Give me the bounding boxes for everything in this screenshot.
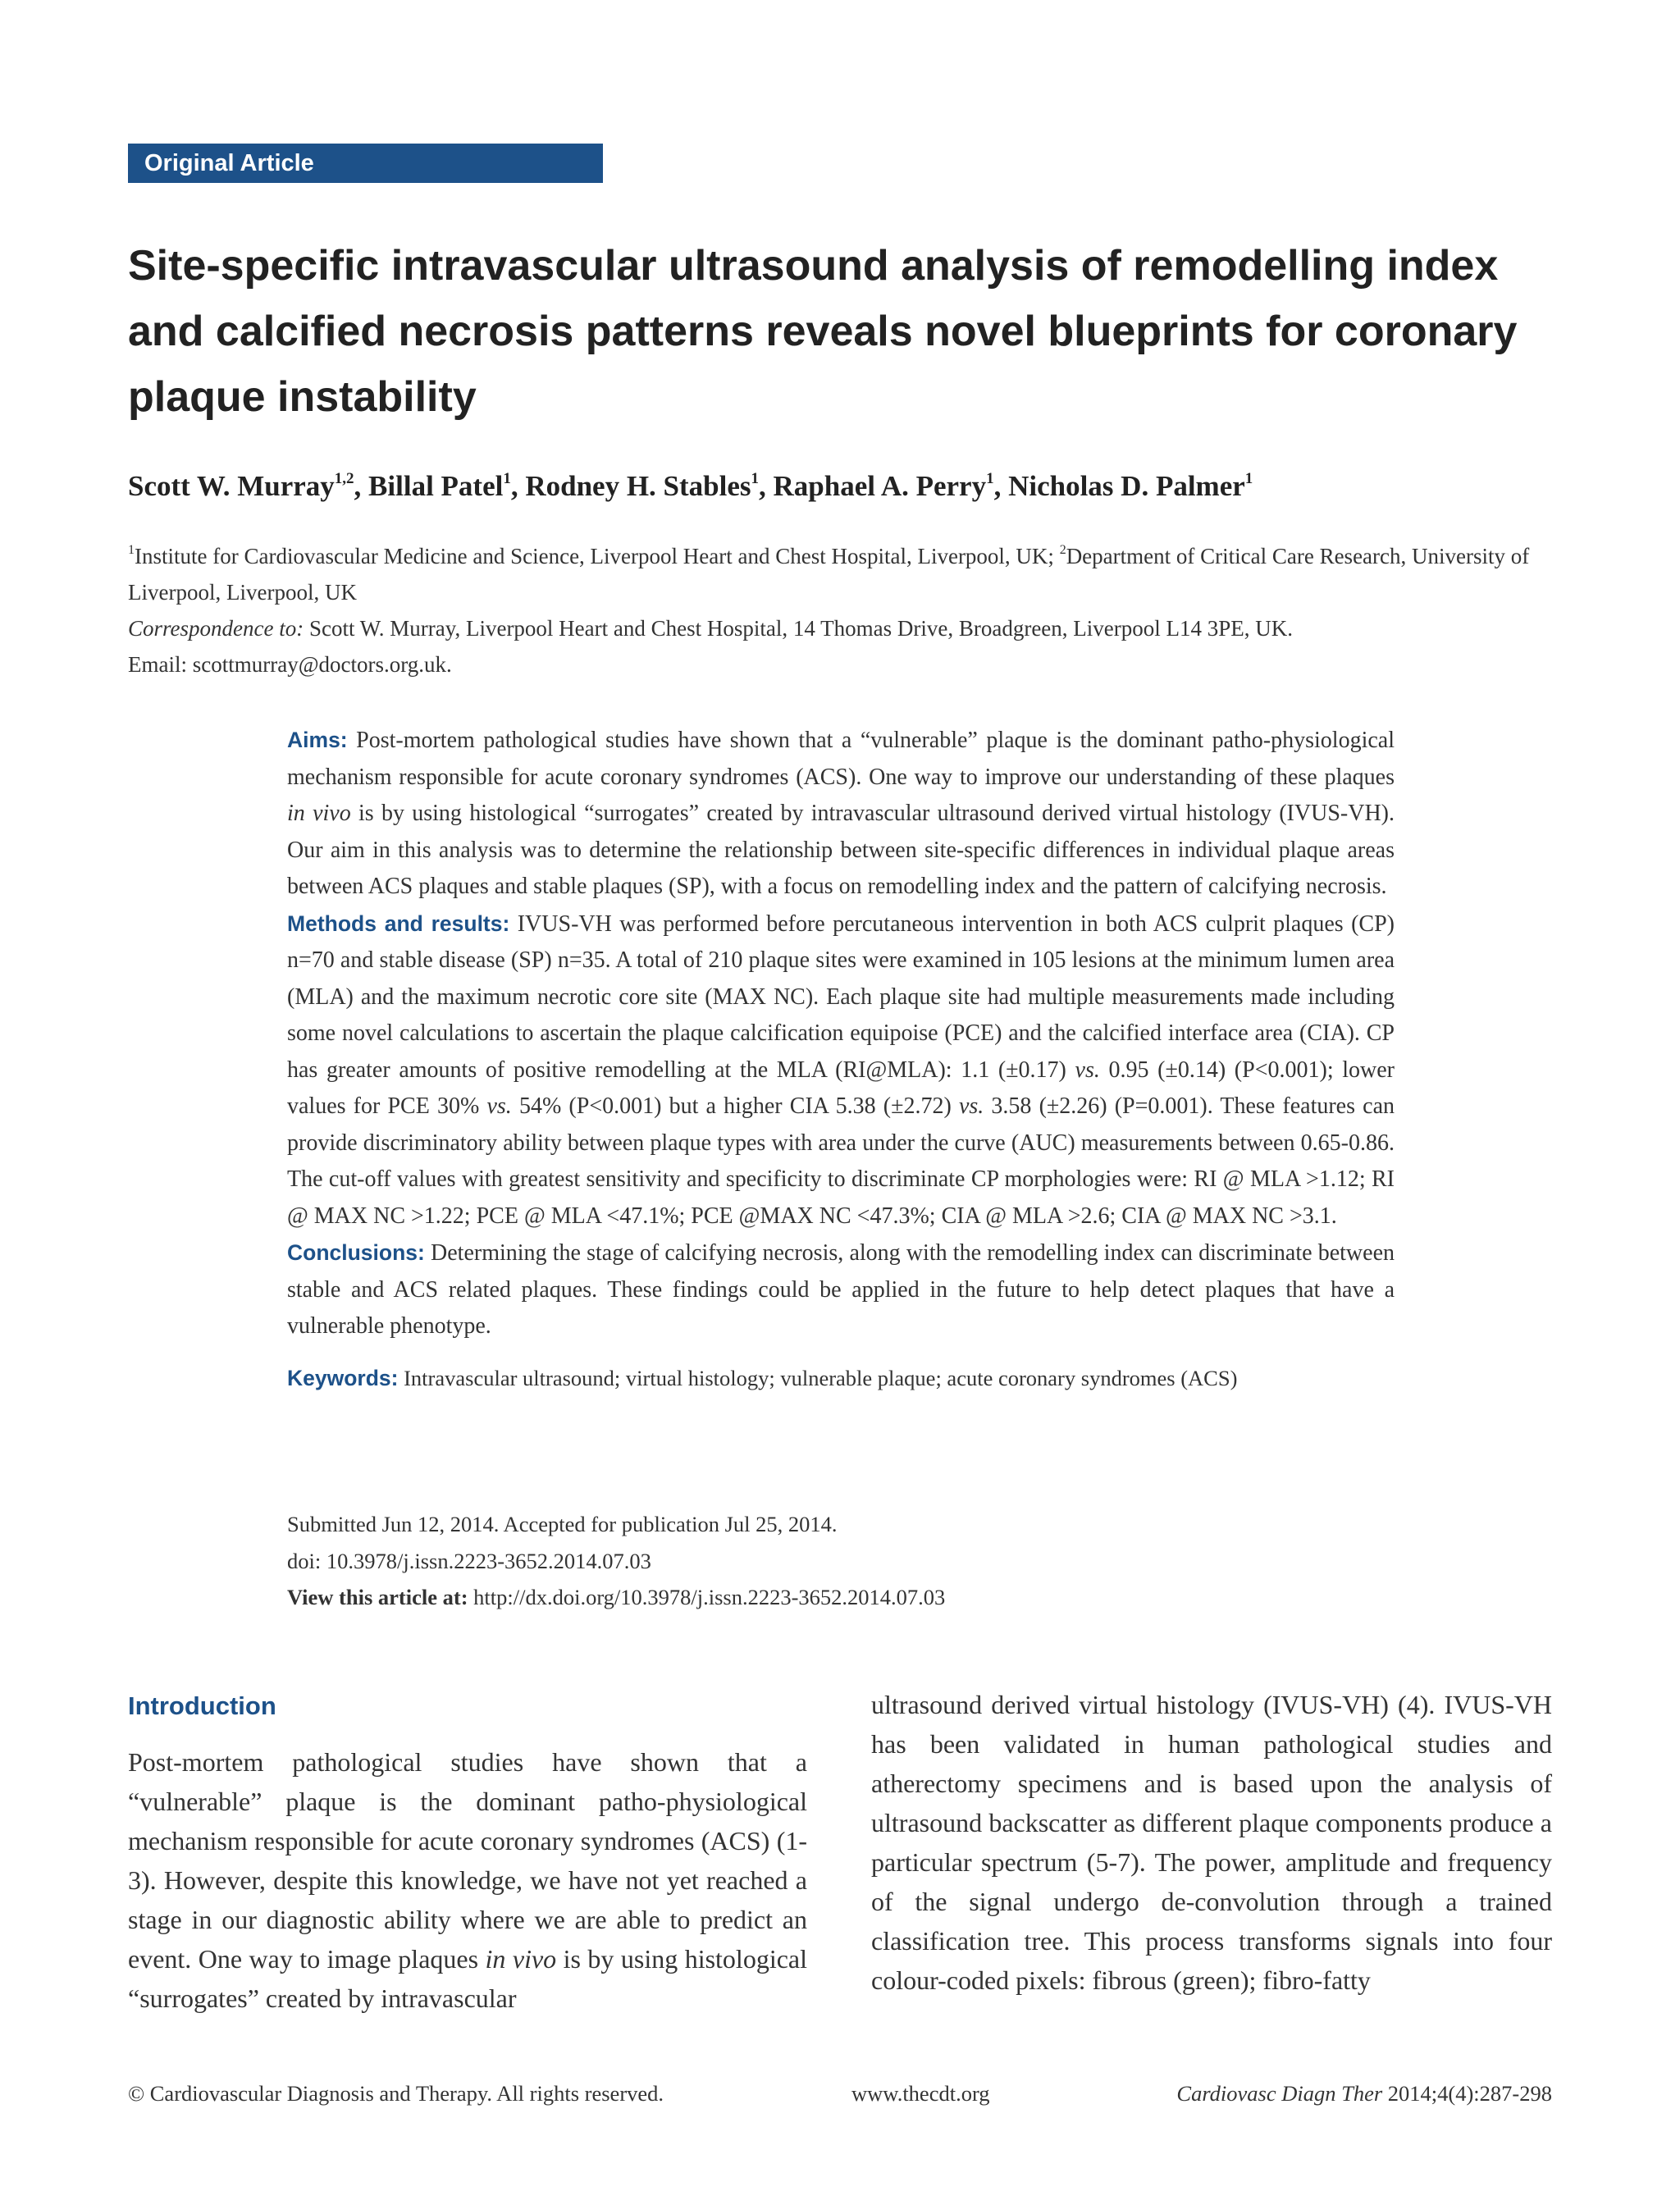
aims-text: Post-mortem pathological studies have shown that a “vulnerable” plaque is the dominant patho-physiological mechanism responsible for acute coronary syndromes (ACS). One way to improve our understanding of these plaques (287, 728, 1395, 790)
correspondence-address: Scott W. Murray, Liverpool Heart and Chest Hospital, 14 Thomas Drive, Broadgreen, Liverpool L14 3PE, UK. (304, 616, 1294, 641)
abstract-methods (287, 906, 1395, 1235)
author-list: Scott W. Murray$^{1,2}$, Billal Patel$^1$, Rodney H. Stables$^1$, Raphael A. Perry$^1$, Nicholas D. Palmer$^1$ (128, 470, 1253, 502)
footer-copyright: © Cardiovascular Diagnosis and Therapy. All rights reserved. (128, 2081, 664, 2106)
aims-italic: in vivo (287, 801, 351, 826)
affiliation-marker: 1 (128, 543, 135, 557)
aims-heading: Aims: (287, 728, 348, 752)
methods-vs: vs. (958, 1093, 984, 1119)
doi: doi: 10.3978/j.issn.2223-3652.2014.07.03 (287, 1548, 651, 1573)
footer-website[interactable]: www.thecdt.org (851, 2081, 990, 2106)
correspondence-line (128, 610, 1555, 646)
methods-text: 54% (P<0.001) but a higher CIA 5.38 (±2.72) (511, 1093, 959, 1119)
correspondence-label: Correspondence to: (128, 616, 304, 641)
article-link-label: View this article at: (287, 1585, 468, 1609)
introduction-italic: in vivo (485, 1944, 557, 1974)
methods-text: 3.58 (±2.26) (P=0.001). These features can provide discriminatory ability between plaque types with area under the curve (AUC) measurements between 0.65-0.86. The cut-off values with greatest sensitivity and specificity to discriminate CP morphologies were: RI @ MLA >1.12; RI @ MAX NC >1.22; PCE @ MLA <47.1%; PCE @MAX NC <47.3%; CIA @ MLA >2.6; CIA @ MAX NC >3.1. (287, 1093, 1395, 1229)
footer-citation (1176, 2075, 1552, 2111)
conclusions-text: Determining the stage of calcifying necrosis, along with the remodelling index can discriminate between stable and ACS related plaques. These findings could be applied in the future to help detect plaques that have a vulnerable phenotype. (287, 1240, 1395, 1339)
author-name: Rodney H. Stables (525, 470, 751, 502)
article-title: Site-specific intravascular ultrasound analysis of remodelling index and calcified necrosis patterns reveals novel blueprints for coronary plaque instability (128, 242, 1518, 421)
citation-details: 2014;4(4):287-298 (1382, 2081, 1552, 2106)
methods-vs: vs. (486, 1093, 512, 1119)
abstract-conclusions (287, 1235, 1395, 1345)
page-footer (128, 2075, 1552, 2111)
article-link[interactable]: http://dx.doi.org/10.3978/j.issn.2223-3652.2014.07.03 (468, 1585, 946, 1609)
author-affiliation-marker: 1 (986, 470, 994, 487)
introduction-paragraph (128, 1742, 807, 2018)
author-affiliation-marker: 1 (1244, 470, 1253, 487)
abstract-aims (287, 722, 1395, 906)
author-name: Billal Patel (368, 470, 504, 502)
submission-dates: Submitted Jun 12, 2014. Accepted for publication Jul 25, 2014. (287, 1512, 838, 1536)
introduction-text: Post-mortem pathological studies have shown that a “vulnerable” plaque is the dominant patho-physiological mechanism responsible for acute coronary syndromes (ACS) (1-3). However, despite this knowledge, we have not yet reached a stage in our diagnostic ability where we are able to predict an event. One way to image plaques (128, 1747, 807, 1974)
body-column-right (871, 1685, 1552, 2000)
affiliation-2: Department of Critical Care Research, University of Liverpool, Liverpool, UK (128, 544, 1530, 605)
abstract (287, 722, 1395, 1396)
article-type-label: Original Article (144, 150, 314, 176)
methods-text: IVUS-VH was performed before percutaneous intervention in both ACS culprit plaques (CP) n=70 and stable disease (SP) n=35. A total of 210 plaque sites were examined in 105 lesions at the minimum lumen area (MLA) and the maximum necrotic core site (MAX NC). Each plaque site had multiple measurements made including some novel calculations to ascertain the plaque calcification equipoise (PCE) and the calcified interface area (CIA). CP has greater amounts of positive remodelling at the MLA (RI@MLA): 1.1 (±0.17) (287, 911, 1395, 1083)
author-name: Raphael A. Perry (773, 470, 987, 502)
conclusions-heading: Conclusions: (287, 1240, 425, 1265)
methods-text: 0.95 (±0.14) (P<0.001); lower values for PCE 30% (287, 1057, 1395, 1119)
introduction-heading: Introduction (128, 1691, 276, 1720)
methods-heading: Methods and results: (287, 911, 510, 936)
body-column-left (128, 1685, 807, 2018)
methods-vs: vs. (1075, 1057, 1100, 1083)
author-affiliation-marker: 1,2 (334, 470, 354, 487)
journal-name: Cardiovasc Diagn Ther (1176, 2081, 1383, 2106)
author-name: Nicholas D. Palmer (1008, 470, 1245, 502)
article-type-banner (128, 144, 603, 183)
aims-text: is by using histological “surrogates” created by intravascular ultrasound derived virtual histology (IVUS-VH). Our aim in this analysis was to determine the relationship between site-specific differences in individual plaque areas between ACS plaques and stable plaques (SP), with a focus on remodelling index and the pattern of calcifying necrosis. (287, 801, 1395, 899)
author-name: Scott W. Murray (128, 470, 335, 502)
affiliation-lines (128, 538, 1555, 610)
keywords-heading: Keywords: (287, 1365, 399, 1390)
affiliation-marker: 2 (1059, 543, 1066, 557)
submission-info (287, 1506, 1395, 1616)
introduction-text: is by using histological “surrogates” created by intravascular (128, 1944, 808, 2013)
keywords (287, 1360, 1395, 1397)
affiliations-block (128, 538, 1555, 682)
author-affiliation-marker: 1 (503, 470, 511, 487)
keywords-text: Intravascular ultrasound; virtual histology; vulnerable plaque; acute coronary syndromes (ACS) (398, 1365, 1238, 1390)
article-link-line (287, 1579, 1395, 1616)
introduction-paragraph-continued: ultrasound derived virtual histology (IVUS-VH) (4). IVUS-VH has been validated in human pathological studies and atherectomy specimens and is based upon the analysis of ultrasound backscatter as different plaque components produce a particular spectrum (5-7). The power, amplitude and frequency of the signal undergo de-convolution through a trained classification tree. This process transforms signals into four colour-coded pixels: fibrous (green); fibro-fatty (871, 1690, 1552, 1995)
affiliation-1: Institute for Cardiovascular Medicine and Science, Liverpool Heart and Chest Hospital, Liverpool, UK; (135, 544, 1060, 568)
author-affiliation-marker: 1 (751, 470, 760, 487)
correspondence-email: Email: scottmurray@doctors.org.uk. (128, 652, 452, 677)
